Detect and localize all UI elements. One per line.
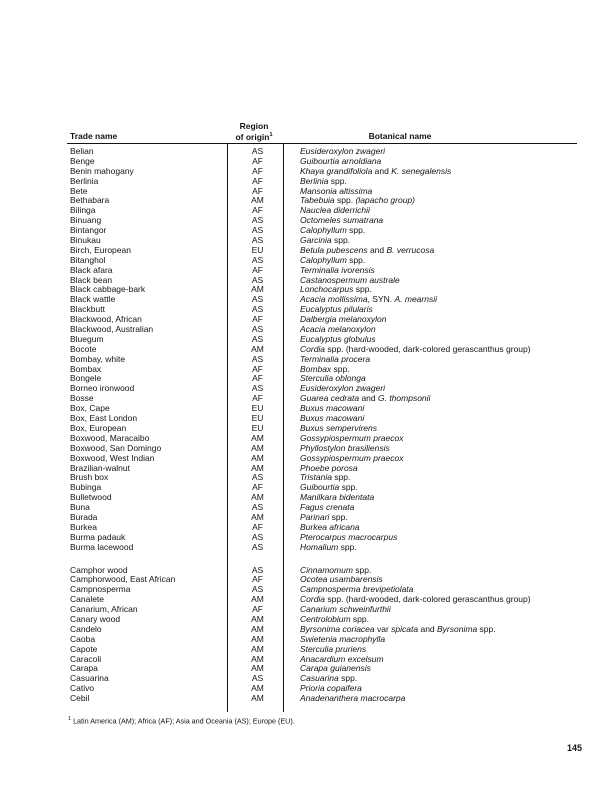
trade-name-cell: Black bean xyxy=(70,274,113,285)
botanical-name-cell: Calophyllum spp. xyxy=(300,225,366,236)
botanical-name-cell: Eucalyptus globulus xyxy=(300,333,376,344)
region-of-origin-cell: AF xyxy=(252,185,263,196)
region-of-origin-cell: AS xyxy=(251,225,264,236)
trade-name-cell: Caracoli xyxy=(70,653,102,664)
trade-name-cell: Black wattle xyxy=(70,294,116,305)
region-of-origin-cell: AS xyxy=(251,564,264,575)
region-of-origin-cell: AS xyxy=(251,235,264,246)
botanical-name-cell: Berlinia spp. xyxy=(300,175,347,186)
table-row xyxy=(67,694,587,704)
region-of-origin-cell: AM xyxy=(251,623,264,634)
botanical-name-cell: Terminalia ivorensis xyxy=(300,264,375,275)
botanical-name-cell: Anacardium excelsum xyxy=(300,653,384,664)
trade-name-cell: Cativo xyxy=(70,683,95,694)
botanical-name-cell: Buxus macowani xyxy=(300,403,365,414)
botanical-name-cell: Fagus crenata xyxy=(300,502,355,513)
column-header-botanical-name: Botanical name xyxy=(368,131,432,141)
region-of-origin-cell: AS xyxy=(251,333,264,344)
botanical-name-cell: Centrolobium spp. xyxy=(300,613,369,624)
trade-name-cell: Canary wood xyxy=(70,613,121,624)
botanical-name-cell: Phyllostylon brasiliensis xyxy=(300,442,390,453)
botanical-name-cell: Parinari spp. xyxy=(300,511,348,522)
botanical-name-cell: Mansonia altissima xyxy=(300,185,373,196)
trade-name-cell: Blackwood, African xyxy=(70,314,142,325)
region-of-origin-cell: AS xyxy=(251,353,264,364)
botanical-name-cell: Tabebuia spp. (lapacho group) xyxy=(300,195,416,206)
botanical-name-cell: Carapa guianensis xyxy=(300,663,371,674)
region-of-origin-cell: EU xyxy=(251,413,264,424)
footnote-marker: 1 xyxy=(269,132,273,138)
trade-name-cell: Camphor wood xyxy=(70,564,128,575)
region-of-origin-cell: AF xyxy=(252,363,263,374)
region-of-origin-cell: AF xyxy=(252,314,263,325)
region-of-origin-cell: EU xyxy=(251,422,264,433)
region-of-origin-cell: AF xyxy=(252,521,263,532)
region-of-origin-cell: AF xyxy=(252,373,263,384)
botanical-name-cell: Eucalyptus pilularis xyxy=(300,304,373,315)
region-of-origin-cell: AM xyxy=(251,633,264,644)
trade-name-cell: Binukau xyxy=(70,235,101,246)
region-of-origin-cell: AM xyxy=(251,594,264,605)
trade-name-cell: Benin mahogany xyxy=(70,165,134,176)
region-of-origin-cell: AM xyxy=(251,432,264,443)
region-of-origin-cell: AM xyxy=(251,643,264,654)
trade-name-cell: Black afara xyxy=(70,264,113,275)
botanical-name-cell: Cordia spp. (hard-wooded, dark-colored gerascanthus group) xyxy=(300,343,531,354)
trade-name-cell: Burma lacewood xyxy=(70,541,134,552)
region-of-origin-cell: AS xyxy=(251,254,264,265)
botanical-name-cell: Cordia spp. (hard-wooded, dark-colored gerascanthus group) xyxy=(300,594,531,605)
trade-name-cell: Bitanghol xyxy=(70,254,106,265)
footnote-text: Latin America (AM); Africa (AF); Asia and Oceania (AS); Europe (EU). xyxy=(73,716,295,726)
region-of-origin-cell: EU xyxy=(251,403,264,414)
botanical-name-cell: Manilkara bidentata xyxy=(300,492,375,503)
region-of-origin-cell: AM xyxy=(251,653,264,664)
botanical-name-cell: Guarea cedrata and G. thompsonii xyxy=(300,393,431,404)
region-of-origin-cell: AM xyxy=(251,693,264,704)
column-header-trade-name: Trade name xyxy=(70,131,118,141)
botanical-name-cell: Cinnamomum spp. xyxy=(300,564,372,575)
trade-name-cell: Carapa xyxy=(70,663,98,674)
botanical-name-cell: Acacia melanoxylon xyxy=(300,324,376,335)
footnote xyxy=(68,716,295,725)
region-of-origin-cell: AM xyxy=(251,452,264,463)
region-of-origin-cell: AS xyxy=(251,383,264,394)
region-of-origin-cell: AM xyxy=(251,511,264,522)
region-of-origin-cell: AS xyxy=(251,673,264,684)
trade-name-cell: Boxwood, Maracaibo xyxy=(70,432,150,443)
region-of-origin-cell: AS xyxy=(251,215,264,226)
botanical-name-cell: Acacia mollissima, SYN. A. mearnsii xyxy=(300,294,437,305)
botanical-name-cell: Buxus macowani xyxy=(300,413,365,424)
region-of-origin-cell: AM xyxy=(251,663,264,674)
trade-name-cell: Box, European xyxy=(70,422,127,433)
botanical-name-cell: Nauclea diderrichii xyxy=(300,205,370,216)
botanical-name-cell: Tristania spp. xyxy=(300,472,351,483)
trade-name-cell: Benge xyxy=(70,155,95,166)
region-of-origin-cell: AS xyxy=(251,584,264,595)
table-row xyxy=(67,543,587,553)
botanical-name-cell: Guibourtia spp. xyxy=(300,482,358,493)
trade-name-cell: Birch, European xyxy=(70,244,131,255)
region-of-origin-cell: AF xyxy=(252,264,263,275)
trade-name-cell: Bintangor xyxy=(70,225,107,236)
region-of-origin-cell: AM xyxy=(251,462,264,473)
region-of-origin-cell: AF xyxy=(252,574,263,585)
region-of-origin-cell: AS xyxy=(251,502,264,513)
trade-name-cell: Black cabbage-bark xyxy=(70,284,146,295)
trade-name-cell: Burkea xyxy=(70,521,97,532)
header-rule xyxy=(67,143,577,144)
botanical-name-cell: Pterocarpus macrocarpus xyxy=(300,531,398,542)
botanical-name-cell: Betula pubescens and B. verrucosa xyxy=(300,244,435,255)
botanical-name-cell: Byrsonima coriacea var spicata and Byrsonima spp. xyxy=(300,623,496,634)
trade-name-cell: Bombay, white xyxy=(70,353,126,364)
region-of-origin-cell: EU xyxy=(251,244,264,255)
region-of-origin-cell: AF xyxy=(252,482,263,493)
trade-name-cell: Boxwood, West Indian xyxy=(70,452,155,463)
footnote-marker: 1 xyxy=(68,716,72,722)
trade-name-cell: Bosse xyxy=(70,393,94,404)
region-of-origin-cell: AS xyxy=(251,304,264,315)
trade-name-cell: Candelo xyxy=(70,623,102,634)
region-of-origin-cell: AF xyxy=(252,205,263,216)
botanical-name-cell: Bombax spp. xyxy=(300,363,350,374)
botanical-name-cell: Garcinia spp. xyxy=(300,235,351,246)
region-of-origin-cell: AM xyxy=(251,195,264,206)
trade-name-cell: Burada xyxy=(70,511,98,522)
botanical-name-cell: Calophyllum spp. xyxy=(300,254,366,265)
botanical-name-cell: Phoebe porosa xyxy=(300,462,358,473)
botanical-name-cell: Castanospermum australe xyxy=(300,274,400,285)
column-header-region-of-origin xyxy=(222,122,286,143)
trade-name-cell: Binuang xyxy=(70,215,102,226)
region-of-origin-cell: AM xyxy=(251,284,264,295)
region-header-line2: of origin$^1$ xyxy=(235,131,273,142)
botanical-name-cell: Canarium schweinfurthii xyxy=(300,604,391,615)
region-of-origin-cell: AM xyxy=(251,683,264,694)
trade-name-cell: Box, Cape xyxy=(70,403,110,414)
region-of-origin-cell: AF xyxy=(252,165,263,176)
trade-name-cell: Burma padauk xyxy=(70,531,126,542)
trade-name-cell: Bluegum xyxy=(70,333,104,344)
trade-name-cell: Capote xyxy=(70,643,98,654)
botanical-name-cell: Anadenanthera macrocarpa xyxy=(300,693,406,704)
botanical-name-cell: Casuarina spp. xyxy=(300,673,358,684)
botanical-name-cell: Dalbergia melanoxylon xyxy=(300,314,387,325)
botanical-name-cell: Swietenia macrophylla xyxy=(300,633,386,644)
botanical-name-cell: Sterculia pruriens xyxy=(300,643,367,654)
botanical-name-cell: Burkea africana xyxy=(300,521,360,532)
region-of-origin-cell: AM xyxy=(251,343,264,354)
region-of-origin-cell: AM xyxy=(251,613,264,624)
trade-name-cell: Canarium, African xyxy=(70,604,138,615)
botanical-name-cell: Terminalia procera xyxy=(300,353,371,364)
botanical-name-cell: Prioria copaifera xyxy=(300,683,362,694)
botanical-name-cell: Homalium spp. xyxy=(300,541,357,552)
region-of-origin-cell: AS xyxy=(251,294,264,305)
trade-name-cell: Campnosperma xyxy=(70,584,131,595)
region-of-origin-cell: AM xyxy=(251,492,264,503)
botanical-name-cell: Eusideroxylon zwageri xyxy=(300,146,386,156)
botanical-name-cell: Ocotea usambarensis xyxy=(300,574,383,585)
botanical-name-cell: Gossypiospermum praecox xyxy=(300,452,404,463)
trade-name-cell: Bethabara xyxy=(70,195,110,206)
region-of-origin-cell: AS xyxy=(251,541,264,552)
table-body xyxy=(67,147,587,704)
region-of-origin-cell: AS xyxy=(251,146,264,156)
botanical-name-cell: Eusideroxylon zwageri xyxy=(300,383,386,394)
trade-name-cell: Borneo ironwood xyxy=(70,383,135,394)
region-header-line1: Region xyxy=(239,120,269,131)
trade-name-cell: Camphorwood, East African xyxy=(70,574,176,585)
region-of-origin-cell: AF xyxy=(252,155,263,166)
trade-name-cell: Belian xyxy=(70,146,94,156)
trade-name-cell: Brazilian-walnut xyxy=(70,462,130,473)
botanical-name-cell: Khaya grandifoliola and K. senegalensis xyxy=(300,165,452,176)
trade-name-cell: Bubinga xyxy=(70,482,102,493)
trade-name-cell: Blackbutt xyxy=(70,304,105,315)
botanical-name-cell: Guibourtia arnoldiana xyxy=(300,155,382,166)
trade-name-cell: Bongele xyxy=(70,373,102,384)
region-of-origin-cell: AS xyxy=(251,531,264,542)
trade-name-cell: Cebil xyxy=(70,693,90,704)
trade-name-cell: Blackwood, Australian xyxy=(70,324,154,335)
trade-name-cell: Berlinia xyxy=(70,175,99,186)
botanical-name-cell: Buxus sempervirens xyxy=(300,422,378,433)
trade-name-cell: Bocote xyxy=(70,343,97,354)
botanical-name-cell: Gossypiospermum praecox xyxy=(300,432,404,443)
trade-name-cell: Canalete xyxy=(70,594,105,605)
botanical-name-cell: Campnosperma brevipetiolata xyxy=(300,584,414,595)
region-of-origin-cell: AS xyxy=(251,274,264,285)
trade-name-cell: Casuarina xyxy=(70,673,109,684)
region-of-origin-cell: AF xyxy=(252,175,263,186)
region-of-origin-cell: AS xyxy=(251,472,264,483)
trade-name-cell: Buna xyxy=(70,502,90,513)
region-of-origin-cell: AF xyxy=(252,393,263,404)
trade-name-cell: Boxwood, San Domingo xyxy=(70,442,162,453)
trade-name-cell: Bombax xyxy=(70,363,102,374)
trade-name-cell: Bete xyxy=(70,185,88,196)
trade-name-cell: Box, East London xyxy=(70,413,138,424)
page-number: 145 xyxy=(566,743,582,753)
botanical-name-cell: Lonchocarpus spp. xyxy=(300,284,372,295)
region-of-origin-cell: AS xyxy=(251,324,264,335)
trade-name-cell: Bulletwood xyxy=(70,492,112,503)
trade-name-cell: Bilinga xyxy=(70,205,96,216)
region-of-origin-cell: AF xyxy=(252,604,263,615)
botanical-name-cell: Sterculia oblonga xyxy=(300,373,366,384)
botanical-name-cell: Octomeles sumatrana xyxy=(300,215,384,226)
trade-name-cell: Brush box xyxy=(70,472,109,483)
region-of-origin-cell: AM xyxy=(251,442,264,453)
trade-name-cell: Caoba xyxy=(70,633,96,644)
